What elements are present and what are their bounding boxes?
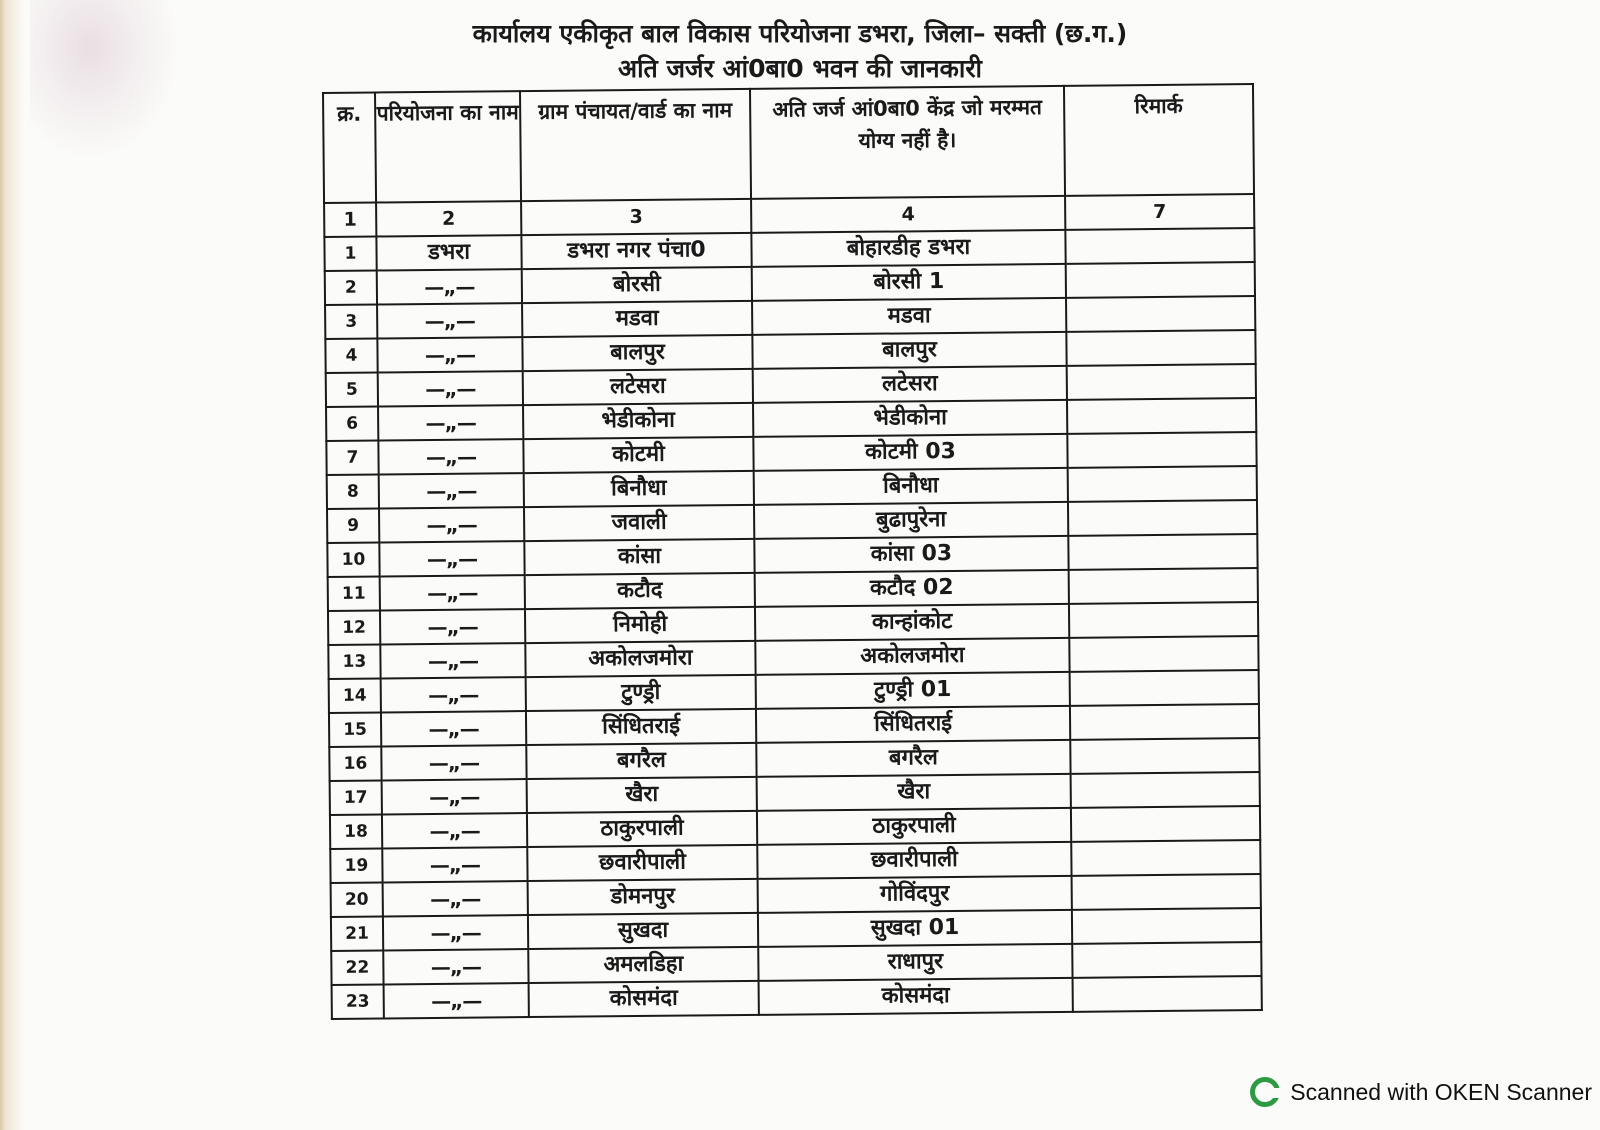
gram-panchayat-cell: जवाली	[524, 505, 754, 541]
anganwadi-kendra-cell: कोटमी 03	[753, 434, 1067, 471]
gram-panchayat-cell: मडवा	[522, 301, 752, 337]
row-number-cell: 20	[331, 882, 383, 916]
anganwadi-kendra-cell: बोरसी 1	[752, 264, 1066, 301]
anganwadi-kendra-cell: छवारीपाली	[757, 842, 1071, 879]
remark-cell	[1071, 772, 1260, 808]
anganwadi-kendra-cell: कटौद 02	[755, 570, 1069, 607]
gram-panchayat-cell: छवारीपाली	[527, 845, 757, 881]
anganwadi-kendra-cell: अकोलजमोरा	[755, 638, 1069, 675]
anganwadi-kendra-cell: टुण्ड्री 01	[756, 672, 1070, 709]
header-cell-kendra: अति जर्ज आं0बा0 केंद्र जो मरम्मत योग्य नहीं है।	[750, 86, 1065, 199]
scanner-watermark	[1250, 1072, 1592, 1112]
document-header	[300, 16, 1300, 86]
gram-panchayat-cell: कोसमंदा	[529, 981, 759, 1017]
gram-panchayat-cell: कोटमी	[523, 437, 753, 473]
project-name-cell: —„—	[378, 405, 523, 440]
project-name-cell: —„—	[380, 609, 525, 644]
anganwadi-kendra-cell: सिंधितराई	[756, 706, 1070, 743]
anganwadi-kendra-cell: गोविंदपुर	[758, 876, 1072, 913]
row-number-cell: 17	[330, 780, 382, 814]
gram-panchayat-cell: कांसा	[524, 539, 754, 575]
row-number-cell: 10	[327, 542, 379, 576]
gram-panchayat-cell: ठाकुरपाली	[527, 811, 757, 847]
row-number-cell: 13	[328, 644, 380, 678]
project-name-cell: —„—	[378, 371, 523, 406]
project-name-cell: डभरा	[376, 235, 521, 270]
gram-panchayat-cell: खैरा	[527, 777, 757, 813]
remark-cell	[1066, 296, 1255, 332]
project-name-cell: —„—	[379, 473, 524, 508]
header-row	[323, 84, 1254, 203]
gram-panchayat-cell: भेडीकोना	[523, 403, 753, 439]
project-name-cell: —„—	[382, 847, 527, 882]
paper-smudge	[30, 0, 180, 160]
anganwadi-kendra-cell: कोसमंदा	[759, 978, 1073, 1015]
remark-cell	[1069, 636, 1258, 672]
gram-panchayat-cell: बालपुर	[522, 335, 752, 371]
gram-panchayat-cell: सिंधितराई	[526, 709, 756, 745]
anganwadi-kendra-cell: राधापुर	[758, 944, 1072, 981]
remark-cell	[1066, 330, 1255, 366]
anganwadi-kendra-cell: भेडीकोना	[753, 400, 1067, 437]
remark-cell	[1067, 398, 1256, 434]
row-number-cell: 22	[331, 950, 383, 984]
project-name-cell: —„—	[383, 881, 528, 916]
project-name-cell: —„—	[381, 711, 526, 746]
remark-cell	[1066, 262, 1255, 298]
row-number-cell: 18	[330, 814, 382, 848]
anganwadi-kendra-cell: लटेसरा	[753, 366, 1067, 403]
gram-panchayat-cell: टुण्ड्री	[526, 675, 756, 711]
row-number-cell: 16	[329, 746, 381, 780]
project-name-cell: —„—	[381, 677, 526, 712]
remark-cell	[1070, 704, 1259, 740]
remark-cell	[1072, 942, 1261, 978]
row-number-cell: 12	[328, 610, 380, 644]
project-name-cell: —„—	[384, 983, 529, 1018]
row-number-cell: 3	[325, 304, 377, 338]
row-number-cell: 15	[329, 712, 381, 746]
remark-cell	[1067, 432, 1256, 468]
anganwadi-kendra-cell: बालपुर	[752, 332, 1066, 369]
column-number: 1	[324, 202, 376, 236]
anganwadi-kendra-cell: बोहारडीह डभरा	[751, 230, 1065, 267]
remark-cell	[1068, 534, 1257, 570]
project-name-cell: —„—	[383, 949, 528, 984]
remark-cell	[1071, 840, 1260, 876]
anganwadi-table	[322, 83, 1263, 1020]
gram-panchayat-cell: लटेसरा	[523, 369, 753, 405]
row-number-cell: 6	[326, 406, 378, 440]
gram-panchayat-cell: अमलडिहा	[528, 947, 758, 983]
row-number-cell: 21	[331, 916, 383, 950]
gram-panchayat-cell: निमोही	[525, 607, 755, 643]
anganwadi-kendra-cell: बगरैल	[756, 740, 1070, 777]
anganwadi-kendra-cell: खैरा	[757, 774, 1071, 811]
row-number-cell: 23	[332, 984, 384, 1018]
project-name-cell: —„—	[377, 303, 522, 338]
gram-panchayat-cell: कटौद	[525, 573, 755, 609]
remark-cell	[1069, 568, 1258, 604]
remark-cell	[1073, 976, 1262, 1012]
column-number: 7	[1065, 194, 1254, 230]
remark-cell	[1068, 500, 1257, 536]
remark-cell	[1069, 602, 1258, 638]
anganwadi-kendra-cell: मडवा	[752, 298, 1066, 335]
anganwadi-kendra-cell: कान्हांकोट	[755, 604, 1069, 641]
remark-cell	[1070, 738, 1259, 774]
row-number-cell: 8	[327, 474, 379, 508]
column-number: 4	[751, 196, 1065, 233]
remark-cell	[1072, 874, 1261, 910]
project-name-cell: —„—	[382, 779, 527, 814]
gram-panchayat-cell: डोमनपुर	[528, 879, 758, 915]
row-number-cell: 1	[324, 236, 376, 270]
anganwadi-kendra-cell: सुखदा 01	[758, 910, 1072, 947]
paper-edge-shadow	[0, 0, 24, 1130]
anganwadi-kendra-cell: बुढापुरेना	[754, 502, 1068, 539]
gram-panchayat-cell: डभरा नगर पंचा0	[521, 233, 751, 269]
gram-panchayat-cell: अकोलजमोरा	[525, 641, 755, 677]
anganwadi-kendra-cell: कांसा 03	[754, 536, 1068, 573]
row-number-cell: 14	[329, 678, 381, 712]
gram-panchayat-cell: बिनौधा	[524, 471, 754, 507]
header-cell-gram: ग्राम पंचायत/वार्ड का नाम	[520, 89, 751, 201]
column-number: 2	[376, 201, 521, 236]
project-name-cell: —„—	[379, 507, 524, 542]
project-name-cell: —„—	[380, 643, 525, 678]
header-cell-sn: क्र.	[323, 92, 376, 202]
project-name-cell: —„—	[383, 915, 528, 950]
row-number-cell: 19	[330, 848, 382, 882]
project-name-cell: —„—	[377, 337, 522, 372]
project-name-cell: —„—	[377, 269, 522, 304]
document-subtitle: अति जर्जर आं0बा0 भवन की जानकारी	[617, 54, 983, 83]
project-name-cell: —„—	[381, 745, 526, 780]
remark-cell	[1065, 228, 1254, 264]
row-number-cell: 2	[325, 270, 377, 304]
row-number-cell: 9	[327, 508, 379, 542]
remark-cell	[1067, 364, 1256, 400]
project-name-cell: —„—	[382, 813, 527, 848]
header-cell-project: परियोजना का नाम	[375, 91, 521, 202]
header-cell-remark: रिमार्क	[1064, 84, 1254, 196]
row-number-cell: 11	[328, 576, 380, 610]
project-name-cell: —„—	[378, 439, 523, 474]
gram-panchayat-cell: बगरैल	[526, 743, 756, 779]
row-number-cell: 7	[326, 440, 378, 474]
remark-cell	[1068, 466, 1257, 502]
remark-cell	[1072, 908, 1261, 944]
project-name-cell: —„—	[379, 541, 524, 576]
project-name-cell: —„—	[380, 575, 525, 610]
gram-panchayat-cell: बोरसी	[522, 267, 752, 303]
oken-scanner-logo-icon	[1250, 1077, 1280, 1107]
column-number: 3	[521, 199, 751, 235]
remark-cell	[1070, 670, 1259, 706]
gram-panchayat-cell: सुखदा	[528, 913, 758, 949]
row-number-cell: 5	[326, 372, 378, 406]
office-title: कार्यालय एकीकृत बाल विकास परियोजना डभरा, जिला– सक्ती (छ.ग.)	[472, 19, 1128, 48]
row-number-cell: 4	[325, 338, 377, 372]
scanner-text: Scanned with OKEN Scanner	[1290, 1078, 1592, 1105]
anganwadi-kendra-cell: ठाकुरपाली	[757, 808, 1071, 845]
remark-cell	[1071, 806, 1260, 842]
anganwadi-kendra-cell: बिनौधा	[754, 468, 1068, 505]
